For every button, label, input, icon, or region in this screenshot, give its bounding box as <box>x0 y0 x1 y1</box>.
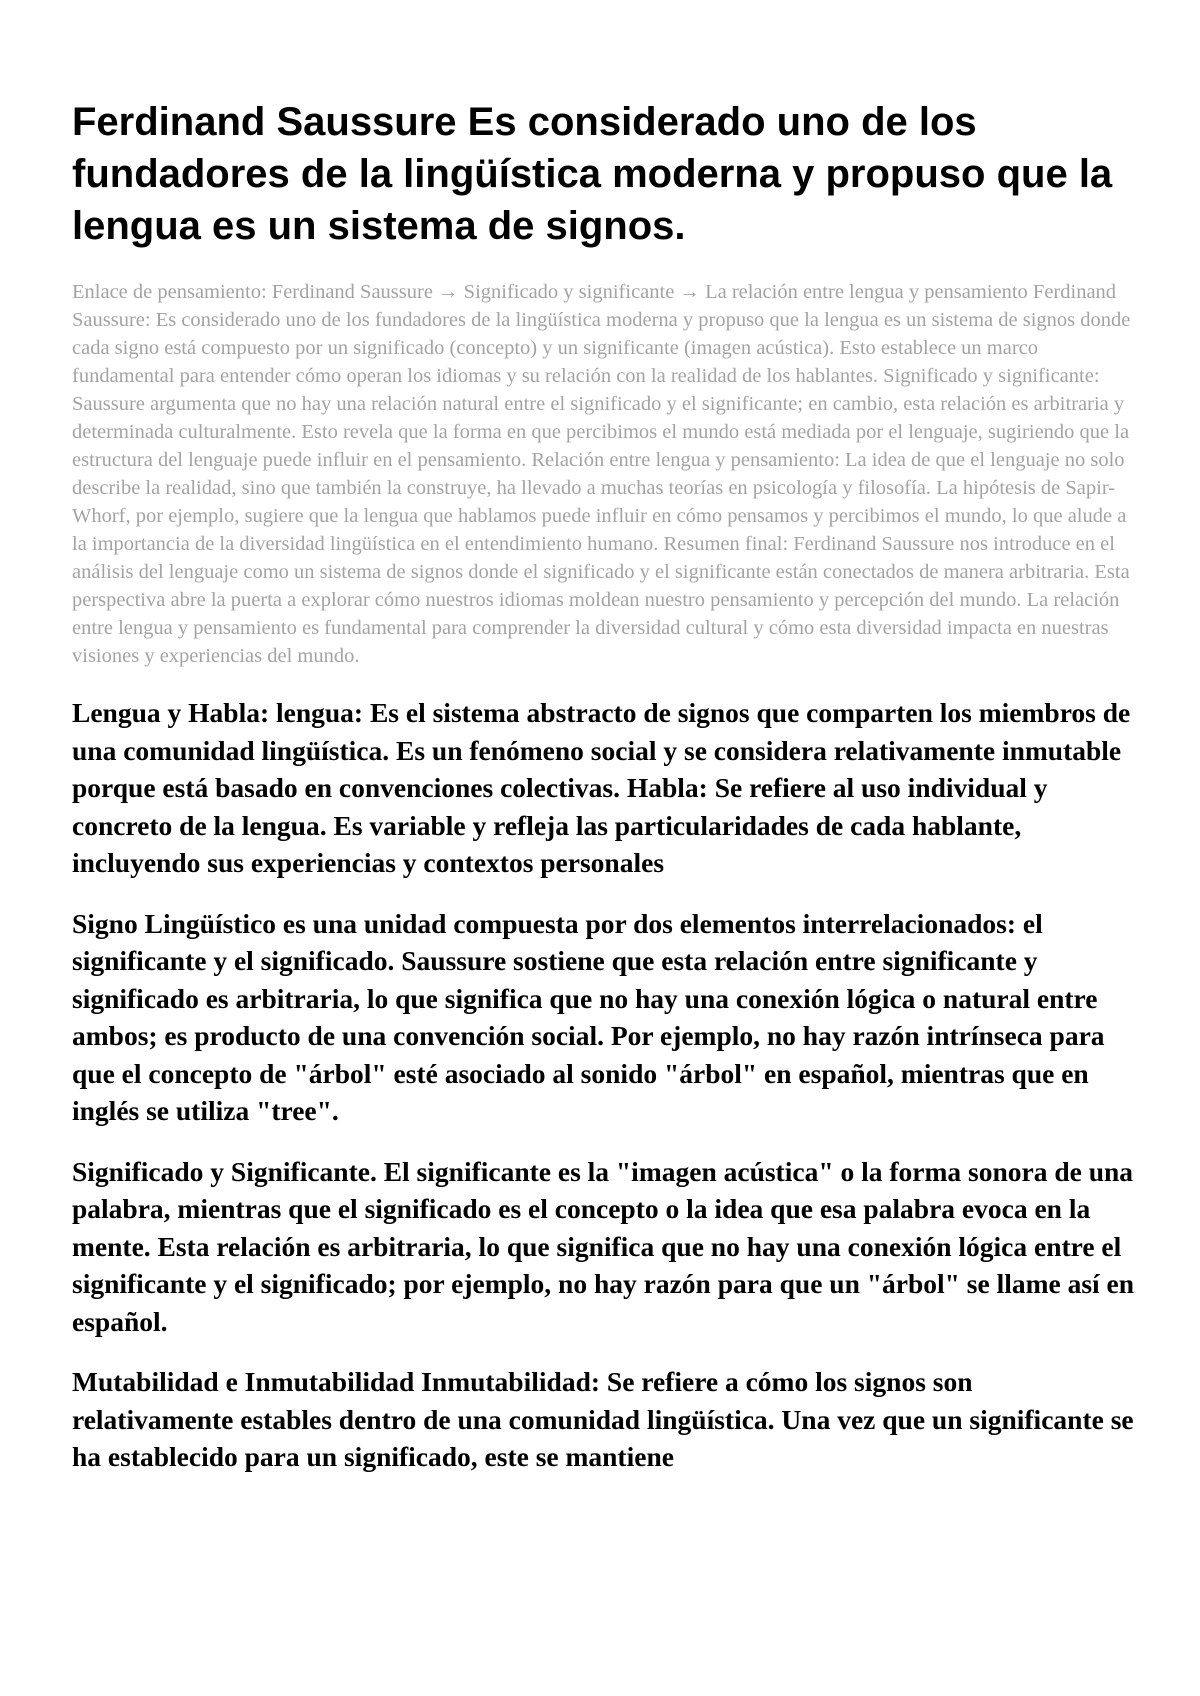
summary-paragraph: Enlace de pensamiento: Ferdinand Saussure → Significado y significante → La relación entre lengua y pensamiento Ferdinand Saussure: Es considerado uno de los fundadores de la lingüística moderna y propuso que la lengua es un sistema de signos donde cada signo está compuesto por un significado (concepto) y un significante (imagen acústica). Esto establece un marco fundamental para entender cómo operan los idiomas y su relación con la realidad de los hablantes. Significado y significante: Saussure argumenta que no hay una relación natural entre el significado y el significante; en cambio, esta relación es arbitraria y determinada culturalmente. Esto revela que la forma en que percibimos el mundo está mediada por el lenguaje, sugiriendo que la estructura del lenguaje puede influir en el pensamiento. Relación entre lengua y pensamiento: La idea de que el lenguaje no solo describe la realidad, sino que también la construye, ha llevado a muchas teorías en psicología y filosofía. La hipótesis de Sapir-Whorf, por ejemplo, sugiere que la lengua que hablamos puede influir en cómo pensamos y percibimos el mundo, lo que alude a la importancia de la diversidad lingüística en el entendimiento humano. Resumen final: Ferdinand Saussure nos introduce en el análisis del lenguaje como un sistema de signos donde el significado y el significante están conectados de manera arbitraria. Esta perspectiva abre la puerta a explorar cómo nuestros idiomas moldean nuestro pensamiento y percepción del mundo. La relación entre lengua y pensamiento es fundamental para comprender la diversidad cultural y cómo esta diversidad impacta en nuestras visiones y experiencias del mundo. <box>72 281 1131 667</box>
paragraph-signo-linguistico: Signo Lingüístico es una unidad compuesta por dos elementos interrelacionados: el significante y el significado. Saussure sostiene que esta relación entre significante y significado es arbitraria, lo que significa que no hay una conexión lógica o natural entre ambos; es producto de una convención social. Por ejemplo, no hay razón intrínseca para que el concepto de "árbol" esté asociado al sonido "árbol" en español, mientras que en inglés se utiliza "tree". <box>72 907 1105 1126</box>
paragraph-mutabilidad: Mutabilidad e Inmutabilidad Inmutabilidad: Se refiere a cómo los signos son relativamente estables dentro de una comunidad lingüística. Una vez que un significante se ha establecido para un significado, este se mantiene <box>72 1366 1134 1472</box>
document-page <box>72 96 1140 1499</box>
paragraph-significado-significante: Significado y Significante. El significante es la "imagen acústica" o la forma sonora de una palabra, mientras que el significado es el concepto o la idea que esa palabra evoca en la mente. Esta relación es arbitraria, lo que significa que no hay una conexión lógica entre el significante y el significado; por ejemplo, no hay razón para que un "árbol" se llame así en español. <box>72 1155 1135 1337</box>
document-title: Ferdinand Saussure Es considerado uno de los fundadores de la lingüística moderna y propuso que la lengua es un sistema de signos. <box>72 100 1113 248</box>
paragraph-lengua-habla: Lengua y Habla: lengua: Es el sistema abstracto de signos que comparten los miembros de una comunidad lingüística. Es un fenómeno social y se considera relativamente inmutable porque está basado en convenciones colectivas. Habla: Se refiere al uso individual y concreto de la lengua. Es variable y refleja las particularidades de cada hablante, incluyendo sus experiencias y contextos personales <box>72 697 1131 878</box>
